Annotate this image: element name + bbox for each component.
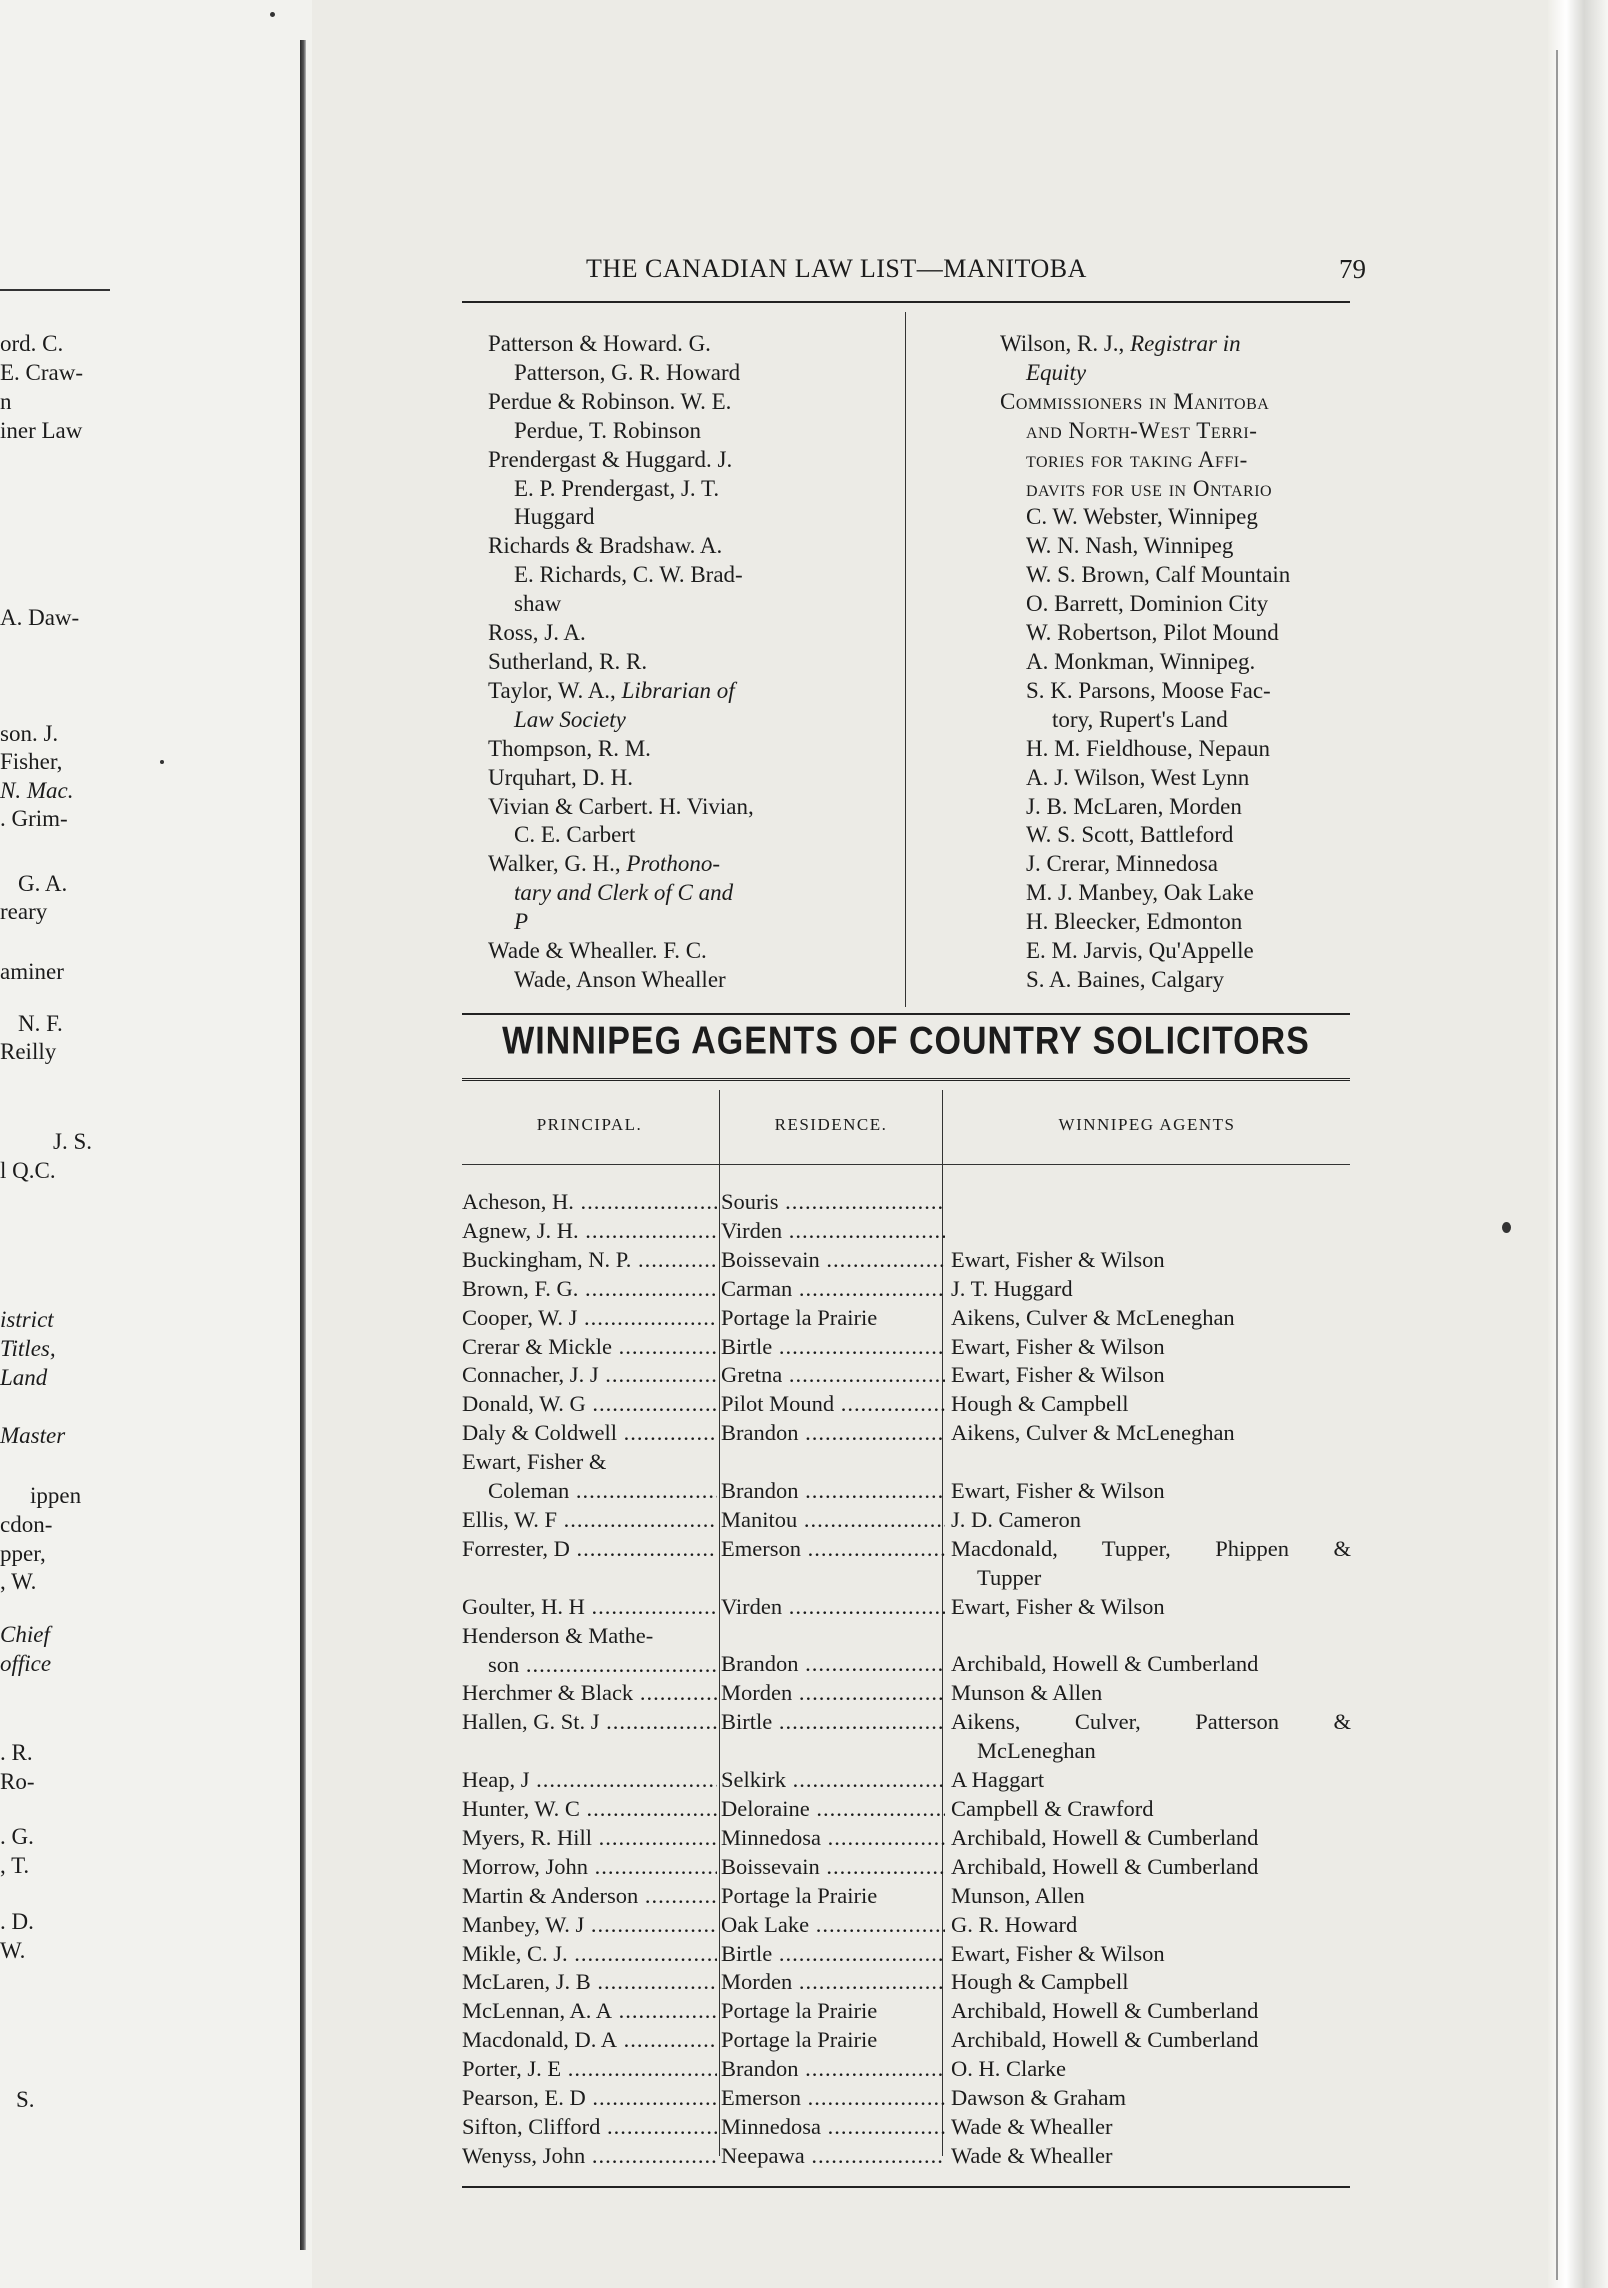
entry-name: Patterson & Howard. G. xyxy=(488,331,711,356)
principal-cell: Hallen, G. St. J ..... xyxy=(462,1709,717,1734)
adjacent-page-fragment: Reilly xyxy=(0,1039,57,1064)
commissioner-entry xyxy=(1000,793,1370,822)
page-fold-shadow xyxy=(300,40,306,2250)
winnipeg-agent-cell: Aikens, Culver, Patterson & xyxy=(951,1709,1351,1735)
entry-continuation: Huggard xyxy=(514,504,595,530)
winnipeg-agent-cell: Archibald, Howell & Cumberland xyxy=(951,1651,1259,1677)
commissioners-heading-line: Commissioners in Manitoba xyxy=(1000,388,1270,414)
table-row xyxy=(462,1593,1350,1622)
table-header-rule xyxy=(462,1164,1350,1165)
entry-name: Sutherland, R. R. xyxy=(488,648,648,674)
winnipeg-agent-cell: Hough & Campbell xyxy=(951,1969,1129,1995)
commissioner-entry xyxy=(1000,764,1370,793)
winnipeg-agent-cell: Munson & Allen xyxy=(951,1680,1103,1706)
right-column-listing xyxy=(1000,330,1370,995)
residence-cell: Virden ..... xyxy=(721,1218,945,1243)
winnipeg-agent-cell: Munson, Allen xyxy=(951,1882,1085,1908)
residence-cell: Virden ..... xyxy=(721,1594,945,1619)
commissioner-entry xyxy=(1000,908,1370,937)
table-row xyxy=(462,1506,1350,1535)
adjacent-page-fragment: , T. xyxy=(0,1853,30,1878)
commissioner-entry xyxy=(1000,735,1370,764)
residence-cell: Carman ..... xyxy=(721,1276,945,1301)
entry-title-continuation: P xyxy=(514,909,529,935)
entry-name: Ross, J. A. xyxy=(488,620,586,646)
column-header-residence: RESIDENCE. xyxy=(774,1115,888,1134)
winnipeg-agent-cell: Ewart, Fisher & Wilson xyxy=(951,1333,1165,1359)
principal-cell: Morrow, John ..... xyxy=(462,1854,717,1879)
registrar-entry xyxy=(1000,330,1370,388)
adjacent-page-fragment: n xyxy=(0,389,12,414)
adjacent-page-fragment: son. J. xyxy=(0,721,59,746)
table-row xyxy=(462,1882,1350,1911)
commissioner-name: S. A. Baines, Calgary xyxy=(1026,966,1225,992)
adjacent-page-fragment: N. Mac. xyxy=(0,778,74,803)
principal-cell: Wenyss, John ..... xyxy=(462,2143,717,2168)
entry-title: Librarian of xyxy=(621,677,735,703)
adjacent-page-fragment: G. A. xyxy=(18,871,68,896)
adjacent-page-fragment: Land xyxy=(0,1365,48,1390)
winnipeg-agent-cell: J. D. Cameron xyxy=(951,1506,1081,1532)
adjacent-page-fragment: . Grim- xyxy=(0,806,68,831)
residence-cell: Brandon ..... xyxy=(721,1651,945,1676)
registrar-name: Wilson, R. J., xyxy=(1000,331,1125,356)
adjacent-page-fragment: N. F. xyxy=(18,1011,63,1036)
principal-cell: Connacher, J. J ..... xyxy=(462,1362,717,1387)
listing-entry xyxy=(488,330,888,388)
registrar-title: Registrar in xyxy=(1130,331,1241,356)
commissioner-name: W. N. Nash, Winnipeg xyxy=(1026,533,1234,559)
principal-cell: Forrester, D ..... xyxy=(462,1536,717,1561)
principal-cell: Porter, J. E ..... xyxy=(462,2056,717,2081)
adjacent-page-fragment: E. Craw- xyxy=(0,360,84,385)
ink-speck xyxy=(270,12,275,17)
listing-entry xyxy=(488,735,888,764)
listing-entry xyxy=(488,446,888,533)
adjacent-page-fragment: Chief xyxy=(0,1622,50,1647)
commissioner-name: W. S. Brown, Calf Mountain xyxy=(1026,562,1291,588)
winnipeg-agent-cell: J. T. Huggard xyxy=(951,1275,1073,1301)
residence-cell: Portage la Prairie xyxy=(721,1998,878,2024)
section-heading: WINNIPEG AGENTS OF COUNTRY SOLICITORS xyxy=(502,1019,1310,1063)
adjacent-page-fragment: Master xyxy=(0,1423,66,1448)
principal-cell: Heap, J ..... xyxy=(462,1767,717,1792)
table-row xyxy=(462,1361,1350,1390)
residence-cell: Brandon ..... xyxy=(721,1420,945,1445)
principal-cell: McLaren, J. B ..... xyxy=(462,1969,717,1994)
commissioner-name: W. Robertson, Pilot Mound xyxy=(1026,620,1279,646)
residence-cell: Minnedosa ..... xyxy=(721,2114,945,2139)
winnipeg-agent-cell: Ewart, Fisher & Wilson xyxy=(951,1246,1165,1272)
listing-entry xyxy=(488,850,888,937)
listing-entry xyxy=(488,937,888,995)
principal-cell: Hunter, W. C ..... xyxy=(462,1796,717,1821)
table-row xyxy=(462,1448,1350,1506)
winnipeg-agent-cell: Campbell & Crawford xyxy=(951,1796,1154,1822)
table-row xyxy=(462,1679,1350,1708)
principal-cell: Donald, W. G ..... xyxy=(462,1391,717,1416)
winnipeg-agent-cell: Archibald, Howell & Cumberland xyxy=(951,2027,1259,2053)
winnipeg-agent-cell: A Haggart xyxy=(951,1767,1045,1793)
table-row xyxy=(462,1766,1350,1795)
table-row xyxy=(462,1304,1350,1333)
principal-cell: Brown, F. G. ..... xyxy=(462,1276,717,1301)
winnipeg-agent-cell: Macdonald, Tupper, Phippen & xyxy=(951,1535,1351,1561)
adjacent-page-fragment: . G. xyxy=(0,1824,34,1849)
winnipeg-agent-cell: Aikens, Culver & McLeneghan xyxy=(951,1304,1235,1330)
table-row xyxy=(462,2026,1350,2055)
principal-cell: Crerar & Mickle ..... xyxy=(462,1334,717,1359)
ink-speck xyxy=(1502,1222,1511,1233)
commissioner-entry xyxy=(1000,677,1370,735)
residence-cell: Pilot Mound ..... xyxy=(721,1391,945,1416)
residence-cell: Emerson ..... xyxy=(721,1536,945,1561)
residence-cell: Emerson ..... xyxy=(721,2085,945,2110)
principal-cell: Cooper, W. J ..... xyxy=(462,1305,717,1330)
principal-cell: Myers, R. Hill ..... xyxy=(462,1825,717,1850)
residence-cell: Morden ..... xyxy=(721,1680,945,1705)
table-row xyxy=(462,1246,1350,1275)
ink-speck xyxy=(160,760,164,764)
commissioner-name: O. Barrett, Dominion City xyxy=(1026,591,1269,617)
winnipeg-agent-cell: Wade & Whealler xyxy=(951,2114,1113,2139)
adjacent-page-fragment: S. xyxy=(16,2087,35,2112)
table-row xyxy=(462,1997,1350,2026)
adjacent-page-rule xyxy=(0,289,110,291)
adjacent-page-fragment: l Q.C. xyxy=(0,1158,56,1183)
listing-entry xyxy=(488,764,888,793)
commissioner-entry xyxy=(1000,879,1370,908)
winnipeg-agent-cell: G. R. Howard xyxy=(951,1911,1078,1937)
winnipeg-agent-continuation: McLeneghan xyxy=(977,1738,1096,1764)
residence-cell: Neepawa ..... xyxy=(721,2143,945,2168)
table-row xyxy=(462,1708,1350,1766)
entry-name: Perdue & Robinson. W. E. xyxy=(488,388,732,414)
commissioner-name: E. M. Jarvis, Qu'Appelle xyxy=(1026,938,1254,964)
residence-cell: Souris ..... xyxy=(721,1189,945,1214)
column-header-principal: PRINCIPAL. xyxy=(536,1115,643,1134)
page-number: 79 xyxy=(1339,254,1366,284)
principal-cell: Ewart, Fisher & xyxy=(462,1449,607,1475)
residence-cell: Portage la Prairie xyxy=(721,2027,878,2053)
principal-cell: Macdonald, D. A ..... xyxy=(462,2027,717,2052)
residence-cell: Birtle ..... xyxy=(721,1334,945,1359)
principal-cell: McLennan, A. A ..... xyxy=(462,1998,717,2023)
entry-name: Thompson, R. M. xyxy=(488,735,651,761)
table-row xyxy=(462,1535,1350,1593)
commissioner-entry xyxy=(1000,561,1370,590)
winnipeg-agent-cell: Aikens, Culver & McLeneghan xyxy=(951,1420,1235,1446)
bottom-rule xyxy=(462,2186,1350,2188)
adjacent-page-fragment: . R. xyxy=(0,1740,33,1765)
winnipeg-agent-cell: O. H. Clarke xyxy=(951,2056,1066,2082)
principal-cell: Henderson & Mathe- xyxy=(462,1622,654,1648)
page-edge-line xyxy=(1556,50,1558,2280)
commissioner-name: J. B. McLaren, Morden xyxy=(1026,793,1242,819)
listing-entry xyxy=(488,793,888,851)
principal-cell-continuation: son ..... xyxy=(462,1651,717,1680)
adjacent-page-text xyxy=(0,0,312,2288)
residence-cell: Gretna ..... xyxy=(721,1362,945,1387)
principal-cell: Martin & Anderson ..... xyxy=(462,1883,717,1908)
adjacent-page-fragment: pper, xyxy=(0,1541,46,1566)
winnipeg-agent-continuation: Tupper xyxy=(977,1564,1042,1590)
principal-cell-continuation: Coleman ..... xyxy=(462,1477,717,1506)
commissioner-entry xyxy=(1000,648,1370,677)
listing-entry xyxy=(488,388,888,446)
winnipeg-agent-cell: Ewart, Fisher & Wilson xyxy=(951,1940,1165,1966)
page-header xyxy=(460,254,1366,290)
entry-name: Richards & Bradshaw. A. xyxy=(488,533,723,559)
winnipeg-agent-cell: Dawson & Graham xyxy=(951,2085,1126,2111)
adjacent-page-fragment: Ro- xyxy=(0,1769,35,1794)
residence-cell: Portage la Prairie xyxy=(721,1304,878,1330)
adjacent-page-fragment: iner Law xyxy=(0,418,83,443)
commissioner-name: A. J. Wilson, West Lynn xyxy=(1026,764,1250,790)
principal-cell: Agnew, J. H. ..... xyxy=(462,1218,717,1243)
entry-name: Vivian & Carbert. H. Vivian, xyxy=(488,793,754,819)
winnipeg-agent-cell: Archibald, Howell & Cumberland xyxy=(951,1824,1259,1850)
commissioner-entry xyxy=(1000,850,1370,879)
adjacent-page-fragment: Fisher, xyxy=(0,749,63,774)
table-row xyxy=(462,2084,1350,2113)
commissioner-name: M. J. Manbey, Oak Lake xyxy=(1026,880,1254,906)
adjacent-page-fragment: , W. xyxy=(0,1569,37,1594)
commissioner-name: C. W. Webster, Winnipeg xyxy=(1026,504,1258,530)
table-row xyxy=(462,1968,1350,1997)
commissioner-entry xyxy=(1000,821,1370,850)
entry-name: Walker, G. H., xyxy=(488,851,621,877)
commissioner-name: A. Monkman, Winnipeg. xyxy=(1026,648,1256,674)
column-divider xyxy=(905,312,906,1007)
table-row xyxy=(462,2113,1350,2142)
commissioner-entry xyxy=(1000,532,1370,561)
adjacent-page-fragment: office xyxy=(0,1651,52,1676)
adjacent-page-fragment: ippen xyxy=(30,1483,82,1508)
listing-entry xyxy=(488,619,888,648)
residence-cell: Minnedosa ..... xyxy=(721,1825,945,1850)
agents-table-body xyxy=(462,1188,1350,2171)
section-rule xyxy=(462,1013,1350,1015)
residence-cell: Oak Lake ..... xyxy=(721,1912,945,1937)
entry-title-continuation: Law Society xyxy=(514,706,626,732)
commissioners-list xyxy=(1000,503,1370,994)
adjacent-page-fragment: Titles, xyxy=(0,1336,56,1361)
residence-cell: Birtle ..... xyxy=(721,1941,945,1966)
principal-cell: Acheson, H. ..... xyxy=(462,1189,717,1214)
listing-entry xyxy=(488,532,888,619)
principal-cell: Herchmer & Black ..... xyxy=(462,1680,717,1705)
winnipeg-agent-cell: Ewart, Fisher & Wilson xyxy=(951,1593,1165,1619)
heading-rule xyxy=(462,1078,1350,1084)
principal-cell: Sifton, Clifford ..... xyxy=(462,2114,717,2139)
entry-continuation: shaw xyxy=(514,591,562,617)
adjacent-page-fragment: . D. xyxy=(0,1909,34,1934)
residence-cell: Birtle ..... xyxy=(721,1709,945,1734)
table-row xyxy=(462,1940,1350,1969)
commissioner-name: J. Crerar, Minnedosa xyxy=(1026,851,1218,877)
adjacent-page-fragment: ord. C. xyxy=(0,331,64,356)
table-row xyxy=(462,1419,1350,1448)
winnipeg-agent-cell: Ewart, Fisher & Wilson xyxy=(951,1478,1165,1504)
column-header-winnipeg-agents: WINNIPEG AGENTS xyxy=(1058,1115,1236,1134)
commissioner-entry xyxy=(1000,590,1370,619)
adjacent-page-fragment: istrict xyxy=(0,1307,54,1332)
commissioners-heading-line: tories for taking Affi- xyxy=(1026,446,1248,472)
running-title: THE CANADIAN LAW LIST—MANITOBA xyxy=(586,254,1087,283)
entry-name: Prendergast & Huggard. J. xyxy=(488,446,733,472)
residence-cell: Morden ..... xyxy=(721,1969,945,1994)
table-row xyxy=(462,2055,1350,2084)
adjacent-page-fragment: reary xyxy=(0,899,48,924)
table-row xyxy=(462,1824,1350,1853)
commissioner-name: W. S. Scott, Battleford xyxy=(1026,822,1234,848)
registrar-title-cont: Equity xyxy=(1026,359,1087,385)
residence-cell: Brandon ..... xyxy=(721,2056,945,2081)
entry-continuation: Patterson, G. R. Howard xyxy=(514,359,741,385)
adjacent-page-fragment: J. S. xyxy=(53,1129,92,1154)
commissioner-entry xyxy=(1000,503,1370,532)
principal-cell: Goulter, H. H ..... xyxy=(462,1594,717,1619)
winnipeg-agent-cell: Ewart, Fisher & Wilson xyxy=(951,1362,1165,1388)
listing-entry xyxy=(488,648,888,677)
principal-cell: Manbey, W. J ..... xyxy=(462,1912,717,1937)
entry-title: Prothono- xyxy=(626,851,721,877)
adjacent-page-fragment: A. Daw- xyxy=(0,605,80,630)
table-row xyxy=(462,2142,1350,2171)
adjacent-page-fragment: W. xyxy=(0,1938,26,1963)
entry-title-continuation: tary and Clerk of C and xyxy=(514,880,734,906)
winnipeg-agent-cell: Archibald, Howell & Cumberland xyxy=(951,1998,1259,2024)
residence-cell: Deloraine ..... xyxy=(721,1796,945,1821)
commissioner-name: S. K. Parsons, Moose Fac- xyxy=(1026,677,1271,703)
agents-table-header xyxy=(462,1086,1350,1164)
commissioner-entry xyxy=(1000,966,1370,995)
table-row xyxy=(462,1275,1350,1304)
principal-cell: Buckingham, N. P. ..... xyxy=(462,1247,717,1272)
commissioner-name: H. Bleecker, Edmonton xyxy=(1026,909,1243,935)
table-row xyxy=(462,1333,1350,1362)
table-row xyxy=(462,1188,1350,1217)
table-row xyxy=(462,1795,1350,1824)
table-row xyxy=(462,1911,1350,1940)
residence-cell: Selkirk ..... xyxy=(721,1767,945,1792)
commissioner-continuation: tory, Rupert's Land xyxy=(1052,706,1228,732)
principal-cell: Mikle, C. J. ..... xyxy=(462,1941,717,1966)
adjacent-page-fragment: aminer xyxy=(0,959,64,984)
adjacent-page-fragment: cdon- xyxy=(0,1512,53,1537)
entry-name: Taylor, W. A., xyxy=(488,677,616,703)
entry-continuation: C. E. Carbert xyxy=(514,822,636,848)
principal-cell: Ellis, W. F ..... xyxy=(462,1507,717,1532)
commissioners-heading-line: davits for use in Ontario xyxy=(1026,475,1273,501)
residence-cell: Brandon ..... xyxy=(721,1478,945,1503)
entry-continuation: Wade, Anson Whealler xyxy=(514,966,726,992)
principal-cell: Daly & Coldwell ..... xyxy=(462,1420,717,1445)
entry-continuation: E. P. Prendergast, J. T. xyxy=(514,475,720,501)
commissioner-entry xyxy=(1000,937,1370,966)
commissioners-heading-line: and North-West Terri- xyxy=(1026,417,1258,443)
residence-cell: Boissevain ..... xyxy=(721,1854,945,1879)
table-row xyxy=(462,1622,1350,1680)
entry-continuation: Perdue, T. Robinson xyxy=(514,417,701,443)
listing-entry xyxy=(488,677,888,735)
winnipeg-agent-cell: Hough & Campbell xyxy=(951,1391,1129,1417)
winnipeg-agent-cell: Wade & Whealler xyxy=(951,2142,1113,2168)
winnipeg-agent-cell: Archibald, Howell & Cumberland xyxy=(951,1853,1259,1879)
table-row xyxy=(462,1853,1350,1882)
commissioner-entry xyxy=(1000,619,1370,648)
commissioner-name: H. M. Fieldhouse, Nepaun xyxy=(1026,735,1271,761)
commissioners-heading xyxy=(1000,388,1370,504)
residence-cell: Manitou ..... xyxy=(721,1507,945,1532)
left-column-listing xyxy=(488,330,888,995)
entry-name: Urquhart, D. H. xyxy=(488,764,633,790)
table-row xyxy=(462,1390,1350,1419)
residence-cell: Portage la Prairie xyxy=(721,1882,878,1908)
residence-cell: Boissevain ..... xyxy=(721,1247,945,1272)
table-row xyxy=(462,1217,1350,1246)
principal-cell: Pearson, E. D ..... xyxy=(462,2085,717,2110)
entry-name: Wade & Whealler. F. C. xyxy=(488,938,707,964)
header-rule xyxy=(462,301,1350,303)
entry-continuation: E. Richards, C. W. Brad- xyxy=(514,562,743,588)
